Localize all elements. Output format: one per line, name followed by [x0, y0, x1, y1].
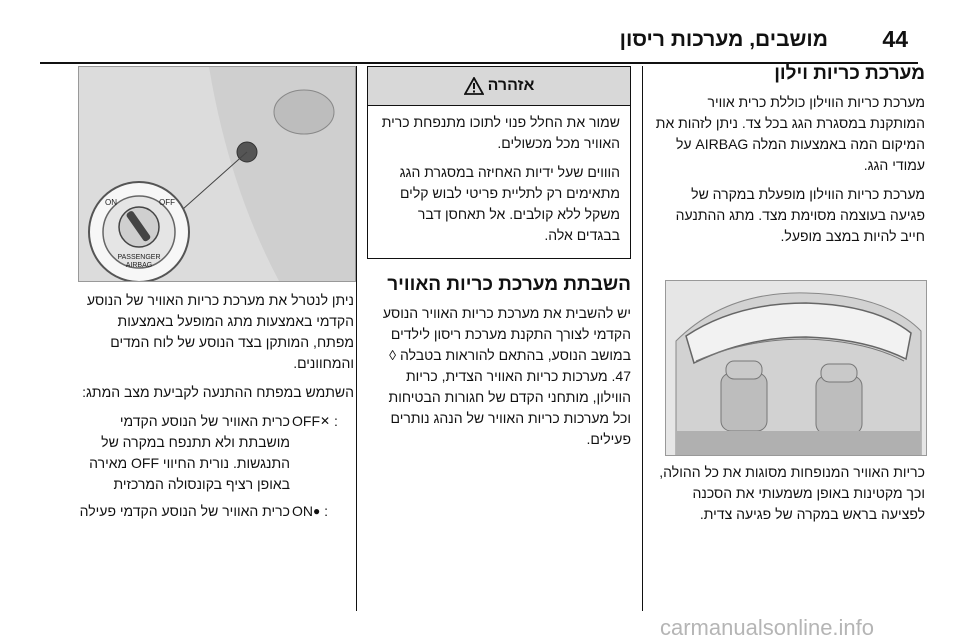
on-definition — [78, 501, 354, 522]
warning-para1: שמור את החלל פנוי לתוכו מתנפחת כרית האוויר מכל מכשולים. — [381, 114, 620, 151]
on-key: ON● : — [290, 501, 354, 522]
curtain-airbag-para2: מערכת כריות הווילון מופעלת במקרה של פגיעה בעוצמה מסוימת מצד. מתג ההתנעה חייב להיות במצב מופעל. — [675, 186, 925, 244]
warning-box — [367, 66, 631, 259]
page-number: 44 — [882, 26, 908, 52]
warning-para2: הוווים שעל ידיות האחיזה במסגרת הגג מתאימים רק לתליית פריטי לבוש קלים משקל ללא קולבים. אל תאחסן דבר בבגדים אלה. — [399, 164, 620, 243]
curtain-airbag-heading: מערכת כריות וילון — [774, 63, 925, 84]
right-column — [653, 62, 925, 255]
off-definition — [78, 411, 354, 495]
warning-header — [368, 67, 630, 106]
warning-triangle-icon — [464, 77, 484, 95]
page-header — [40, 6, 940, 56]
curtain-airbag-para1: מערכת כריות הווילון כוללת כרית אוויר המותקנת במסגרת הגג בכל צד. ניתן לזהות את המיקום המה באמצעות המלה AIRBAG על עמודי הגג. — [655, 94, 925, 173]
curtain-airbag-illustration — [665, 280, 927, 456]
switch-para1: ניתן לנטרל את מערכת כריות האוויר של הנוסע הקדמי באמצעות מתג המופעל באמצעות מפתח, המותקן בצד הנוסע של לוח המדים והמחוונים. — [86, 292, 354, 371]
column-divider-left — [356, 66, 357, 611]
switch-plate-line1: PASSENGER — [117, 254, 161, 261]
airbag-off-icon: ✕ — [320, 414, 331, 428]
deactivation-heading: השבתת מערכת כריות האוויר — [387, 274, 631, 295]
off-text: כרית האוויר של הנוסע הקדמי מושבתת ולא תתנפח במקרה של התנגשות. נורית החיווי OFF מאירה באופן רציף בקונסולה המרכזית — [89, 413, 290, 492]
deactivation-para: יש להשבית את מערכת כריות האוויר הנוסע הקדמי לצורך התקנת מערכת ריסון לילדים במושב הנוסע, בהתאם להוראות בטבלה ◊ 47. מערכות כריות האוויר הצדית, כריות הווילון, מותחני הקדם של חגורות הבטיחות וכל מערכות כריות האוויר של הנהג נותרים פעילים. — [382, 305, 631, 447]
airbag-on-icon: ● — [313, 504, 321, 518]
car-interior-drawing — [666, 281, 926, 455]
column-divider-right — [642, 66, 643, 611]
on-text: כרית האוויר של הנוסע הקדמי פעילה — [79, 503, 290, 519]
switch-plate-line2: AIRBAG — [125, 262, 153, 269]
warning-body — [368, 106, 630, 258]
airbag-switch-drawing — [79, 67, 355, 281]
switch-off-label: OFF — [159, 198, 175, 207]
curtain-airbag-caption: כריות האוויר המנופחות מסוגות את כל ההולה, וכך מקטינות באופן משמעותי את הסכנה לפציעה בראש במקרה של פגיעה צדית. — [659, 464, 925, 522]
switch-para2: השתמש במפתח ההתנעה לקביעת מצב המתג: — [82, 384, 354, 400]
page-title: מושבים, מערכות ריסון — [619, 28, 828, 51]
right-column-caption-wrap — [653, 462, 925, 533]
off-key: OFF✕ : — [290, 411, 354, 495]
middle-column — [367, 66, 631, 458]
switch-on-label: ON — [105, 198, 117, 207]
left-column — [78, 290, 354, 528]
airbag-switch-illustration — [78, 66, 356, 282]
watermark-text: carmanualsonline.info — [660, 615, 875, 640]
warning-title: אזהרה — [487, 77, 535, 94]
